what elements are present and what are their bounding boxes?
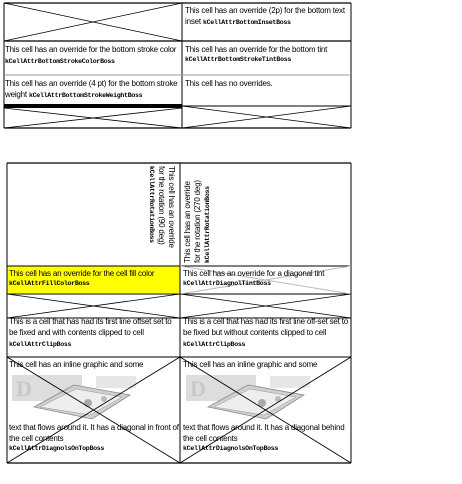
cell-bottom-tint [185,44,349,64]
cell-text: This cell has an override (4 pt) for the bottom stroke weight [5,79,178,100]
cell-text: This is a cell that has had its first line offset set to be fixed and with contents clipped to cell [9,317,172,338]
cell-text: This cell has an inline graphic and some [183,360,318,369]
cell-text: for the rotation (270 deg) [193,180,203,263]
cell-code: kCellAttrDiagnolTintBoss [183,280,271,288]
cell-text: text that flows around it. It has a diagonal behind the cell contents [183,423,345,444]
cell-code: kCellAttrBottomStrokeTintBoss [185,56,292,64]
table-top [0,0,352,132]
table-bottom-diagonals [0,160,360,470]
cell-bottom-stroke-color [5,44,181,66]
cell-text: This cell has an override for the cell fill color [9,269,155,278]
table-bottom [0,160,360,470]
cell-code: kCellAttrDiagnolsOnTopBoss [183,445,279,453]
cell-text: This cell has no overrides. [185,79,273,88]
cell-text: This cell has an override [183,181,192,263]
cell-code: kCellAttrRotationBoss [148,166,156,243]
cell-no-overrides [185,78,349,89]
cell-code: kCellAttrClipBoss [9,341,72,349]
cell-code: kCellAttrBottomStrokeWeightBoss [28,92,143,100]
cell-text: This cell has an override (2p) for the bottom text inset [185,6,345,27]
cell-text: text that flows around it. It has a diagonal in front of the cell contents [9,423,179,444]
svg-text:D: D [190,376,206,401]
cell-text: This cell has an override for the bottom stroke color [5,45,177,54]
cell-text: This cell has an override for the bottom tint [185,45,328,54]
cell-code: kCellAttrBottomStrokeColorBoss [5,58,115,66]
svg-text:D: D [16,376,32,401]
cell-text: This cell has an override for a diagonal tint [183,269,325,278]
cell-code: kCellAttrFillColorBoss [9,280,90,288]
cell-text: This is a cell that has had its first line off-set set to be fixed but without contents clipped to cell [183,317,348,338]
cell-text: for the rotation (90 deg) [156,166,166,245]
cell-text: This cell has an inline graphic and some [9,360,144,369]
cell-code: kCellAttrBottomInsetBoss [202,19,291,27]
cell-bottom-inset [185,5,349,27]
cell-code: kCellAttrClipBoss [183,341,246,349]
cell-code: kCellAttrDiagnolsOnTopBoss [9,445,105,453]
cell-code: kCellAttrRotationBoss [203,186,211,263]
cell-bottom-stroke-weight [5,78,181,100]
cell-text: This cell has an override [167,166,176,248]
